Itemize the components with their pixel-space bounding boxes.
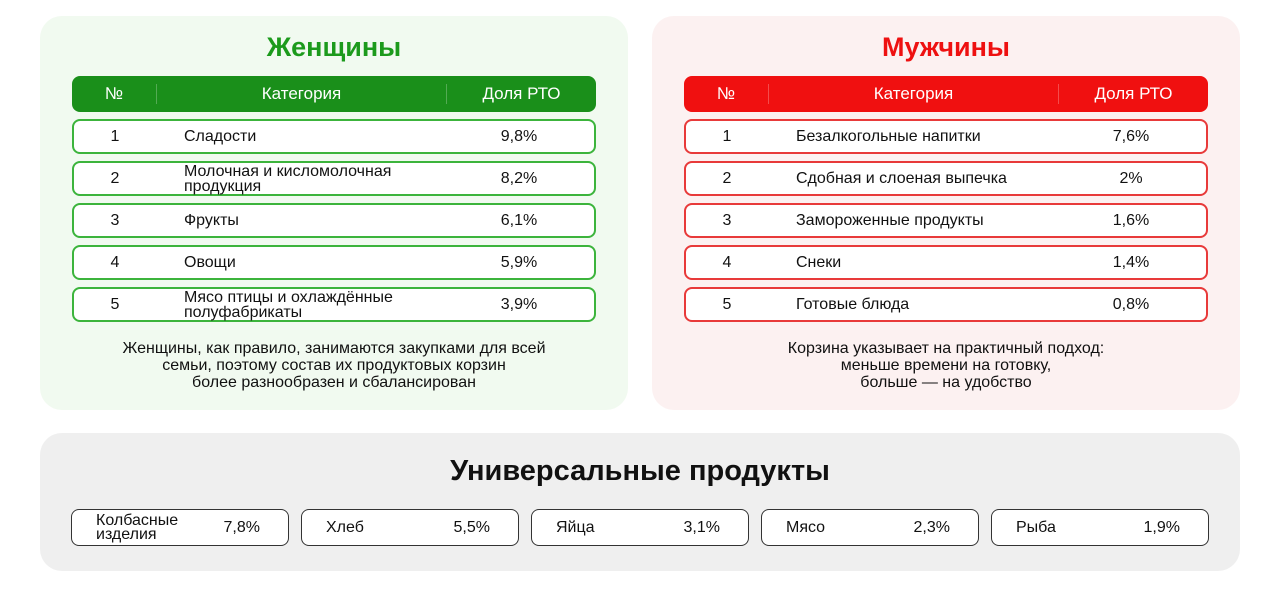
- note-line: больше — на удобство: [860, 374, 1032, 391]
- men-table-header: [684, 76, 1208, 112]
- universal-item: [761, 509, 979, 546]
- note-line: меньше времени на готовку,: [840, 357, 1052, 374]
- header-share: Доля РТО: [1058, 84, 1208, 104]
- row-share: 0,8%: [1112, 295, 1150, 313]
- item-share: 7,8%: [223, 518, 260, 536]
- item-name: Рыба: [1016, 518, 1056, 536]
- row-share: 2%: [1119, 169, 1143, 187]
- header-share: Доля РТО: [446, 84, 596, 104]
- table-row: [684, 119, 1208, 154]
- universal-item: [531, 509, 749, 546]
- universal-card: [40, 433, 1240, 571]
- row-category: Сдобная и слоеная выпечка: [796, 170, 1007, 187]
- note-line: Корзина указывает на практичный подход:: [787, 340, 1105, 357]
- men-table: [684, 76, 1208, 322]
- women-card: [40, 16, 628, 410]
- women-title: Женщины: [266, 32, 402, 62]
- row-num: 4: [110, 253, 120, 271]
- table-row: [72, 203, 596, 238]
- row-num: 1: [722, 127, 732, 145]
- row-share: 8,2%: [500, 169, 538, 187]
- row-category: Замороженные продукты: [796, 212, 984, 229]
- table-row: [72, 245, 596, 280]
- table-row: [684, 287, 1208, 322]
- universal-item: [301, 509, 519, 546]
- men-title: Мужчины: [882, 32, 1010, 62]
- note-line: Женщины, как правило, занимаются закупками для всей: [122, 340, 546, 357]
- header-num: №: [104, 84, 124, 103]
- women-table: [72, 76, 596, 322]
- item-share: 2,3%: [913, 518, 950, 536]
- row-category: Фрукты: [184, 212, 239, 229]
- women-note: [70, 340, 598, 391]
- row-category: Мясо птицы и охлаждённые полуфабрикаты: [184, 288, 393, 321]
- note-line: семьи, поэтому состав их продуктовых корзин: [162, 357, 506, 374]
- header-category: Категория: [156, 84, 446, 104]
- table-row: [72, 119, 596, 154]
- table-row: [72, 287, 596, 322]
- item-share: 3,1%: [683, 518, 720, 536]
- row-num: 5: [110, 295, 120, 313]
- item-share: 5,5%: [453, 518, 490, 536]
- row-num: 5: [722, 295, 732, 313]
- row-category: Сладости: [184, 128, 257, 145]
- row-share: 6,1%: [500, 211, 538, 229]
- row-share: 1,4%: [1112, 253, 1150, 271]
- item-name: Яйца: [556, 518, 595, 536]
- table-row: [684, 245, 1208, 280]
- row-num: 3: [110, 211, 120, 229]
- item-share: 1,9%: [1143, 518, 1180, 536]
- table-row: [684, 203, 1208, 238]
- row-num: 3: [722, 211, 732, 229]
- row-category: Молочная и кисломолочная продукция: [184, 162, 392, 195]
- men-note: [682, 340, 1210, 391]
- universal-items: [71, 509, 1209, 546]
- table-row: [72, 161, 596, 196]
- row-share: 1,6%: [1112, 211, 1150, 229]
- item-name: Хлеб: [326, 518, 364, 536]
- row-num: 2: [722, 169, 732, 187]
- header-category: Категория: [768, 84, 1058, 104]
- row-num: 4: [722, 253, 732, 271]
- universal-item: [71, 509, 289, 546]
- row-share: 5,9%: [500, 253, 538, 271]
- row-category: Снеки: [796, 254, 842, 271]
- note-line: более разнообразен и сбалансирован: [192, 374, 476, 391]
- row-category: Безалкогольные напитки: [796, 128, 981, 145]
- row-share: 7,6%: [1112, 127, 1150, 145]
- row-share: 3,9%: [500, 295, 538, 313]
- row-num: 2: [110, 169, 120, 187]
- universal-title: Универсальные продукты: [450, 455, 830, 487]
- item-name: Колбасные изделия: [96, 511, 179, 543]
- header-num: №: [716, 84, 736, 103]
- row-category: Овощи: [184, 254, 236, 271]
- women-table-header: [72, 76, 596, 112]
- item-name: Мясо: [786, 518, 826, 536]
- men-card: [652, 16, 1240, 410]
- row-share: 9,8%: [500, 127, 538, 145]
- row-category: Готовые блюда: [796, 296, 910, 313]
- row-num: 1: [110, 127, 120, 145]
- universal-item: [991, 509, 1209, 546]
- table-row: [684, 161, 1208, 196]
